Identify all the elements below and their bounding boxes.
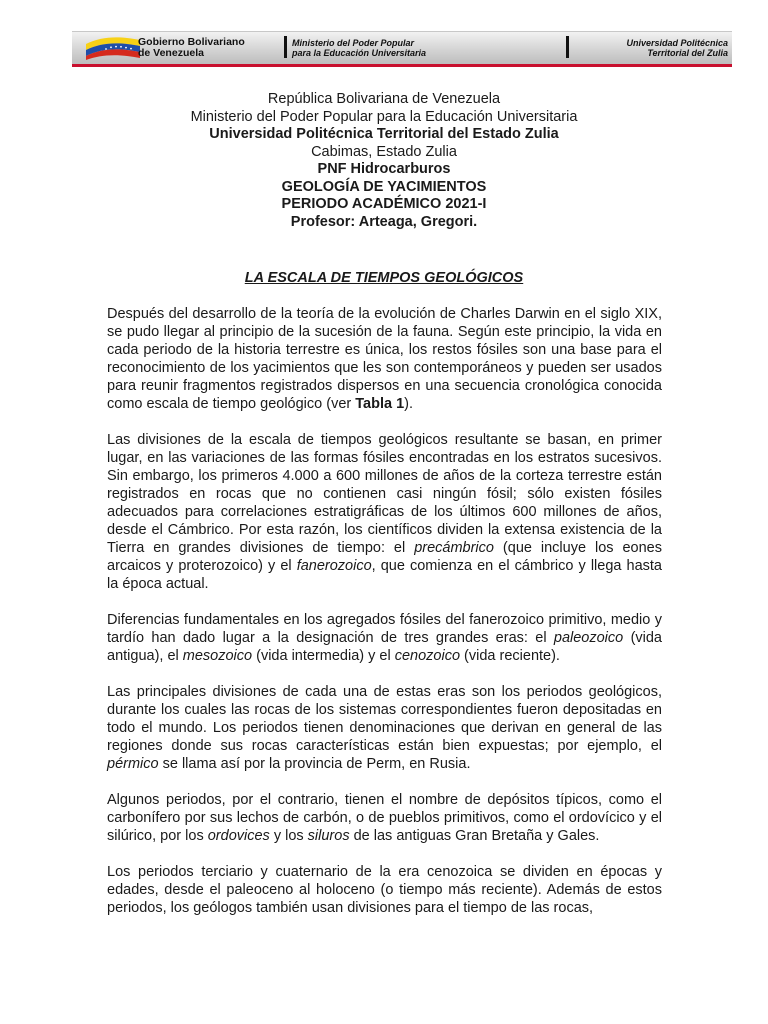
term: precámbrico bbox=[414, 540, 494, 556]
term: cenozoico bbox=[394, 648, 461, 664]
text: se llama así por la provincia de Perm, en Rusia. bbox=[158, 756, 471, 772]
paragraph bbox=[107, 863, 662, 917]
paragraph bbox=[107, 683, 662, 773]
paragraph bbox=[107, 431, 662, 593]
term: mesozoico bbox=[182, 648, 253, 664]
country-line: República Bolivariana de Venezuela bbox=[267, 91, 501, 107]
term: paleozoico bbox=[553, 630, 624, 646]
document-title: LA ESCALA DE TIEMPOS GEOLÓGICOS bbox=[244, 270, 524, 286]
venezuela-flag-icon bbox=[84, 34, 144, 60]
table-reference: Tabla 1 bbox=[355, 396, 405, 412]
text: (vida intermedia) y el bbox=[252, 648, 395, 664]
text: (que incluye los eones arcaicos y proterozoico) y el bbox=[107, 540, 662, 574]
paragraph bbox=[107, 611, 662, 665]
text: y los bbox=[269, 828, 308, 844]
text: (vida reciente). bbox=[460, 648, 560, 664]
university-line-2: Territorial del Zulia bbox=[647, 48, 728, 58]
ministry-line-1: Ministerio del Poder Popular bbox=[292, 38, 415, 48]
text: Las divisiones de la escala de tiempos geológicos resultante se basan, en primer lugar, en las variaciones de las formas fósiles encontradas en los estratos sucesivos. Sin embargo, los primeros 4.000 a 600 millones de años de la corteza terrestre están registrados en rocas que no contienen casi ningún fósil; sólo existen fósiles adecuados para correlaciones estratigráficas de los últimos 600 millones de años, desde el Cámbrico. Por esta razón, los científicos dividen la extensa existencia de la Tierra en grandes divisiones de tiempo: el bbox=[107, 432, 662, 556]
text: , que comienza en el cámbrico y llega hasta la época actual. bbox=[107, 558, 662, 592]
period-line: PERIODO ACADÉMICO 2021-I bbox=[281, 196, 487, 212]
ministry-text bbox=[292, 38, 426, 58]
university-line: Universidad Politécnica Territorial del Estado Zulia bbox=[209, 126, 559, 142]
banner-divider bbox=[284, 36, 287, 58]
text: Las principales divisiones de cada una de estas eras son los periodos geológicos, durante los cuales las rocas de los sistemas correspondientes fueron depositadas en todo el mundo. Los periodos tienen denominaciones que derivan en general de las regiones donde sus rocas características están bien expuestas; por ejemplo, el bbox=[107, 684, 662, 754]
term: pérmico bbox=[107, 756, 159, 772]
professor-line: Profesor: Arteaga, Gregori. bbox=[290, 213, 478, 230]
paragraph bbox=[107, 305, 662, 413]
banner-divider bbox=[566, 36, 569, 58]
gov-line-1: Gobierno Bolivariano bbox=[138, 36, 245, 48]
document-heading bbox=[0, 91, 768, 231]
document-body bbox=[107, 305, 662, 935]
ministry-line: Ministerio del Poder Popular para la Educación Universitaria bbox=[190, 108, 578, 125]
gov-line-2: de Venezuela bbox=[138, 47, 204, 59]
text: de las antiguas Gran Bretaña y Gales. bbox=[349, 828, 600, 844]
term: fanerozoico bbox=[296, 558, 372, 574]
header-banner bbox=[72, 28, 732, 72]
university-text bbox=[626, 38, 728, 58]
text: Los periodos terciario y cuaternario de la era cenozoica se dividen en épocas y edades, desde el paleoceno al holoceno (o tiempo más reciente). Además de estos periodos, los geólogos también usan divisiones para el tiempo de las rocas, bbox=[107, 864, 662, 916]
location-line: Cabimas, Estado Zulia bbox=[311, 143, 457, 160]
text: ). bbox=[404, 396, 413, 412]
paragraph bbox=[107, 791, 662, 845]
government-logo-text bbox=[138, 37, 245, 59]
banner-red-stripe bbox=[72, 64, 732, 67]
term: siluros bbox=[307, 828, 350, 844]
program-line: PNF Hidrocarburos bbox=[317, 161, 451, 177]
ministry-line-2: para la Educación Universitaria bbox=[292, 48, 427, 58]
term: ordovices bbox=[207, 828, 270, 844]
university-line-1: Universidad Politécnica bbox=[626, 38, 728, 48]
text: Diferencias fundamentales en los agregados fósiles del fanerozoico primitivo, medio y tardío han dado lugar a la designación de tres grandes eras: el bbox=[107, 612, 662, 646]
text: (vida antigua), el bbox=[107, 630, 662, 664]
text: Después del desarrollo de la teoría de la evolución de Charles Darwin en el siglo XIX, se pudo llegar al principio de la sucesión de la fauna. Según este principio, la vida en cada periodo de la historia terrestre es única, los restos fósiles son una base para el reconocimiento de los yacimientos que les son contemporáneos y pueden ser usados para reunir fragmentos registrados dispersos en una secuencia cronológica conocida como escala de tiempo geológico (ver bbox=[107, 306, 662, 412]
course-line: GEOLOGÍA DE YACIMIENTOS bbox=[281, 178, 487, 195]
text: Algunos periodos, por el contrario, tienen el nombre de depósitos típicos, como el carbonífero por sus lechos de carbón, o de pueblos primitivos, como el ordovícico y el silúrico, por los bbox=[107, 792, 662, 844]
